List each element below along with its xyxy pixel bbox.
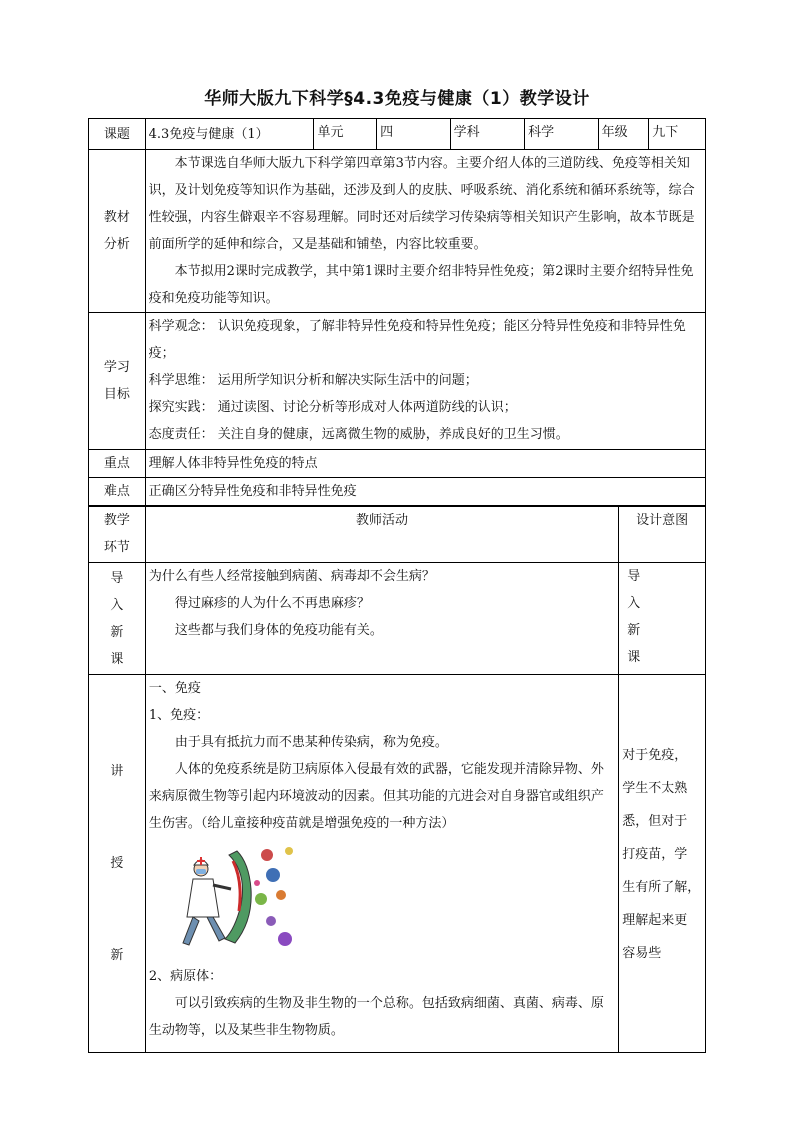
- immunity-paragraph: 人体的免疫系统是防卫病原体入侵最有效的武器，它能发现并清除异物、外来病原微生物等引起内环境波动的因素。但其功能的亢进会对自身器官或组织产生伤害。（给儿童接种疫苗就是增强免疫的一种方法）: [148, 762, 604, 831]
- intro-question: 得过麻疹的人为什么不再患麻疹？: [174, 596, 370, 611]
- intro-intent: 导 入 新 课: [619, 563, 706, 675]
- analysis-para-1: 本节课选自华师大版九下科学第四章第3节内容。主要介绍人体的三道防线、免疫等相关知识，及计划免疫等知识作为基础，还涉及到人的皮肤、呼吸系统、消化系统和循环系统等，综合性较强，内容生僻艰辛不容易理解。同时还对后续学习传染病等相关知识产生影响，故本节既是前面所学的延伸和综合，又是基础和铺垫，内容比较重要。: [148, 156, 695, 252]
- document-title: 华师大版九下科学§4.3免疫与健康（1）教学设计: [204, 89, 590, 109]
- difficulty-text: 正确区分特异性免疫和非特异性免疫: [145, 478, 705, 506]
- subject-value: 科学: [525, 119, 599, 150]
- unit-label: 单元: [314, 119, 377, 150]
- goals-content: [145, 313, 705, 450]
- difficulty-label: 难点: [89, 478, 146, 506]
- goal-item: 科学观念： 认识免疫现象，了解非特异性免疫和特异性免疫；能区分特异性免疫和非特异性免疫；: [148, 319, 686, 361]
- immunity-definition: 由于具有抵抗力而不患某种传染病，称为免疫。: [174, 735, 448, 750]
- topic-value: 4.3免疫与健康（1）: [145, 119, 314, 150]
- pathogen-definition: 可以引致疾病的生物及非生物的一个总称。包括致病细菌、真菌、病毒、原生动物等，以及某些非生物物质。: [148, 996, 604, 1038]
- stage-header: 教学 环节: [89, 507, 146, 563]
- unit-value: 四: [377, 119, 451, 150]
- intro-question: 为什么有些人经常接触到病菌、病毒却不会生病？: [148, 569, 435, 584]
- intent-header: 设计意图: [619, 507, 706, 563]
- goal-item: 态度责任： 关注自身的健康，远离微生物的威胁，养成良好的卫生习惯。: [148, 427, 569, 442]
- grade-label: 年级: [598, 119, 649, 150]
- key-point-label: 重点: [89, 450, 146, 478]
- grade-value: 九下: [649, 119, 706, 150]
- goal-item: 科学思维： 运用所学知识分析和解决实际生活中的问题；: [148, 373, 478, 388]
- teach-activity: [145, 675, 618, 1053]
- intro-activity: [145, 563, 618, 675]
- teach-intent: 对于免疫， 学生不太熟 悉，但对于 打疫苗，学 生有所了解， 理解起来更 容易些: [619, 675, 706, 1053]
- analysis-content: [145, 150, 705, 313]
- topic-label: 课题: [89, 119, 146, 150]
- key-point-text: 理解人体非特异性免疫的特点: [145, 450, 705, 478]
- process-table: [88, 506, 706, 1053]
- goals-label: 学习 目标: [89, 313, 146, 450]
- info-table: [88, 118, 706, 506]
- activity-header: 教师活动: [145, 507, 618, 563]
- intro-statement: 这些都与我们身体的免疫功能有关。: [174, 623, 383, 638]
- analysis-para-2: 本节拟用2课时完成教学，其中第1课时主要介绍非特异性免疫；第2课时主要介绍特异性免疫和免疫功能等知识。: [148, 264, 694, 306]
- doctor-shield-virus-illustration: [173, 843, 305, 955]
- section-heading: 一、免疫: [148, 681, 201, 696]
- intro-stage: 导 入 新 课: [89, 563, 146, 675]
- subheading-immunity: 1、免疫：: [148, 708, 210, 723]
- subject-label: 学科: [450, 119, 524, 150]
- teach-stage: 讲 授 新: [89, 675, 146, 1053]
- subheading-pathogen: 2、病原体：: [148, 969, 223, 984]
- goal-item: 探究实践： 通过读图、讨论分析等形成对人体两道防线的认识；: [148, 400, 517, 415]
- analysis-label: 教材 分析: [89, 150, 146, 313]
